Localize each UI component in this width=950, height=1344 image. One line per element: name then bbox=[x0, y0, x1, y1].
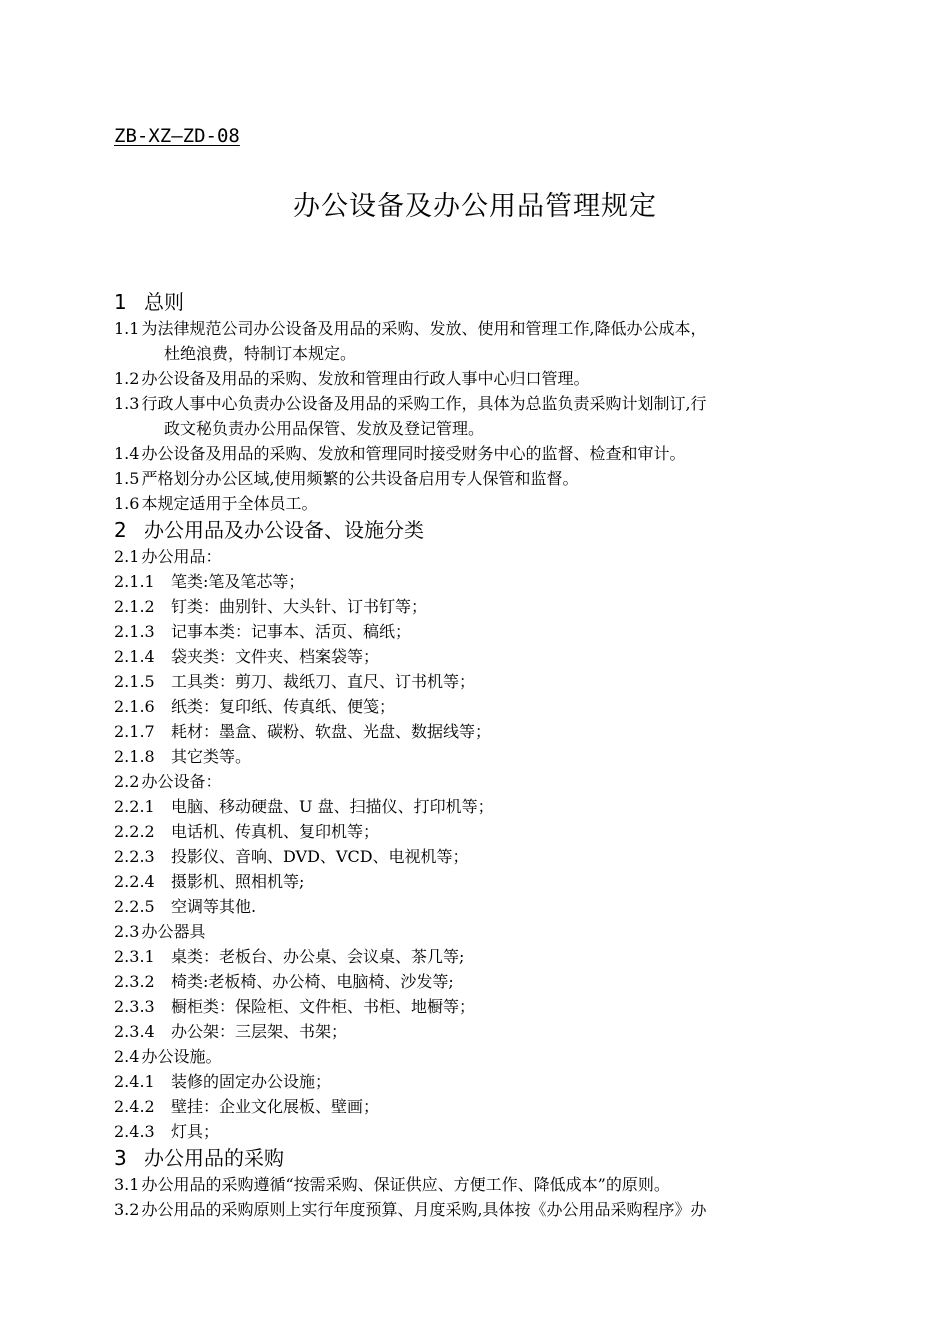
item-number: 2.3.2 bbox=[114, 972, 155, 991]
list-item bbox=[114, 819, 844, 844]
list-item bbox=[114, 744, 844, 769]
item-text: 电话机、传真机、复印机等； bbox=[171, 822, 380, 841]
section-title: 总则 bbox=[144, 290, 184, 314]
clause-text: 本规定适用于全体员工。 bbox=[141, 494, 318, 513]
section-title: 办公用品的采购 bbox=[144, 1146, 284, 1170]
section-heading bbox=[114, 516, 844, 544]
item-number: 2.1.2 bbox=[114, 597, 155, 616]
list-item bbox=[114, 569, 844, 594]
clause-text: 办公用品的采购遵循“按需采购、保证供应、方便工作、降低成本”的原则。 bbox=[141, 1175, 670, 1194]
clause bbox=[114, 466, 844, 491]
item-number: 2.4.1 bbox=[114, 1072, 155, 1091]
category-heading bbox=[114, 544, 844, 569]
item-text: 纸类：复印纸、传真纸、便笺； bbox=[171, 697, 396, 716]
clause-text-continued: 政文秘负责办公用品保管、发放及登记管理。 bbox=[164, 419, 485, 438]
item-number: 2.3.1 bbox=[114, 947, 155, 966]
item-text: 空调等其他. bbox=[171, 897, 257, 916]
clause-text: 为法律规范公司办公设备及用品的采购、发放、使用和管理工作,降低办公成本， bbox=[141, 319, 707, 338]
clause bbox=[114, 316, 844, 366]
clause-number: 1.3 bbox=[114, 394, 140, 413]
list-item bbox=[114, 794, 844, 819]
clause-number: 3.1 bbox=[114, 1175, 140, 1194]
item-text: 袋夹类：文件夹、档案袋等； bbox=[171, 647, 380, 666]
item-text: 橱柜类：保险柜、文件柜、书柜、地橱等； bbox=[171, 997, 476, 1016]
category-number: 2.1 bbox=[114, 547, 140, 566]
clause-text: 行政人事中心负责办公设备及用品的采购工作，具体为总监负责采购计划制订,行 bbox=[141, 394, 707, 413]
category-heading bbox=[114, 919, 844, 944]
item-number: 2.2.2 bbox=[114, 822, 155, 841]
item-text: 耗材：墨盒、碳粉、软盘、光盘、数据线等； bbox=[171, 722, 492, 741]
item-number: 2.1.5 bbox=[114, 672, 155, 691]
list-item bbox=[114, 869, 844, 894]
clause-number: 1.1 bbox=[114, 319, 140, 338]
item-number: 2.1.1 bbox=[114, 572, 155, 591]
list-item bbox=[114, 644, 844, 669]
list-item bbox=[114, 894, 844, 919]
clause-number: 1.4 bbox=[114, 444, 140, 463]
clause-number: 1.6 bbox=[114, 494, 140, 513]
item-number: 2.2.5 bbox=[114, 897, 155, 916]
clause-text-continued: 杜绝浪费，特制订本规定。 bbox=[164, 344, 357, 363]
clause bbox=[114, 1197, 844, 1222]
item-number: 2.4.3 bbox=[114, 1122, 155, 1141]
item-text: 记事本类：记事本、活页、稿纸； bbox=[171, 622, 412, 641]
item-number: 2.2.4 bbox=[114, 872, 155, 891]
document-code: ZB-XZ—ZD-08 bbox=[114, 125, 240, 147]
category-label: 办公器具 bbox=[141, 922, 206, 941]
section-number: 1 bbox=[114, 290, 127, 314]
item-text: 灯具； bbox=[171, 1122, 220, 1141]
list-item bbox=[114, 1069, 844, 1094]
clause bbox=[114, 366, 844, 391]
section-heading bbox=[114, 1144, 844, 1172]
section-number: 2 bbox=[114, 518, 127, 542]
item-number: 2.1.3 bbox=[114, 622, 155, 641]
list-item bbox=[114, 994, 844, 1019]
list-item bbox=[114, 719, 844, 744]
list-item bbox=[114, 1119, 844, 1144]
section-title: 办公用品及办公设备、设施分类 bbox=[144, 518, 424, 542]
category-number: 2.2 bbox=[114, 772, 140, 791]
item-text: 投影仪、音响、DVD、VCD、电视机等； bbox=[171, 847, 469, 866]
item-number: 2.1.7 bbox=[114, 722, 155, 741]
clause-text: 办公设备及用品的采购、发放和管理由行政人事中心归口管理。 bbox=[141, 369, 590, 388]
item-number: 2.3.3 bbox=[114, 997, 155, 1016]
item-number: 2.4.2 bbox=[114, 1097, 155, 1116]
item-number: 2.2.1 bbox=[114, 797, 155, 816]
category-number: 2.4 bbox=[114, 1047, 140, 1066]
category-label: 办公设施。 bbox=[141, 1047, 222, 1066]
clause bbox=[114, 491, 844, 516]
item-number: 2.3.4 bbox=[114, 1022, 155, 1041]
clause bbox=[114, 391, 844, 441]
document-body bbox=[114, 288, 844, 1222]
list-item bbox=[114, 944, 844, 969]
list-item bbox=[114, 1019, 844, 1044]
item-number: 2.1.8 bbox=[114, 747, 155, 766]
item-text: 壁挂：企业文化展板、壁画； bbox=[171, 1097, 380, 1116]
item-number: 2.1.6 bbox=[114, 697, 155, 716]
item-text: 桌类：老板台、办公桌、会议桌、茶几等; bbox=[171, 947, 465, 966]
list-item bbox=[114, 694, 844, 719]
item-text: 工具类：剪刀、裁纸刀、直尺、订书机等； bbox=[171, 672, 476, 691]
item-text: 办公架：三层架、书架； bbox=[171, 1022, 348, 1041]
list-item bbox=[114, 619, 844, 644]
item-text: 椅类:老板椅、办公椅、电脑椅、沙发等; bbox=[171, 972, 454, 991]
list-item bbox=[114, 1094, 844, 1119]
clause-text: 办公用品的采购原则上实行年度预算、月度采购,具体按《办公用品采购程序》办 bbox=[141, 1200, 707, 1219]
item-text: 电脑、移动硬盘、U 盘、扫描仪、打印机等； bbox=[171, 797, 494, 816]
list-item bbox=[114, 969, 844, 994]
item-text: 装修的固定办公设施； bbox=[171, 1072, 332, 1091]
clause bbox=[114, 1172, 844, 1197]
item-text: 笔类:笔及笔芯等； bbox=[171, 572, 305, 591]
clause-number: 1.2 bbox=[114, 369, 140, 388]
category-label: 办公设备： bbox=[141, 772, 222, 791]
clause-number: 3.2 bbox=[114, 1200, 140, 1219]
section-heading bbox=[114, 288, 844, 316]
document-title: 办公设备及办公用品管理规定 bbox=[293, 191, 657, 222]
item-number: 2.2.3 bbox=[114, 847, 155, 866]
clause-number: 1.5 bbox=[114, 469, 140, 488]
category-label: 办公用品： bbox=[141, 547, 222, 566]
clause-text: 严格划分办公区域,使用频繁的公共设备启用专人保管和监督。 bbox=[141, 469, 579, 488]
item-text: 其它类等。 bbox=[171, 747, 252, 766]
item-text: 钉类：曲别针、大头针、订书钉等； bbox=[171, 597, 428, 616]
list-item bbox=[114, 844, 844, 869]
category-heading bbox=[114, 1044, 844, 1069]
item-number: 2.1.4 bbox=[114, 647, 155, 666]
list-item bbox=[114, 669, 844, 694]
clause bbox=[114, 441, 844, 466]
section-number: 3 bbox=[114, 1146, 127, 1170]
list-item bbox=[114, 594, 844, 619]
category-heading bbox=[114, 769, 844, 794]
clause-text: 办公设备及用品的采购、发放和管理同时接受财务中心的监督、检查和审计。 bbox=[141, 444, 686, 463]
item-text: 摄影机、照相机等; bbox=[171, 872, 305, 891]
category-number: 2.3 bbox=[114, 922, 140, 941]
